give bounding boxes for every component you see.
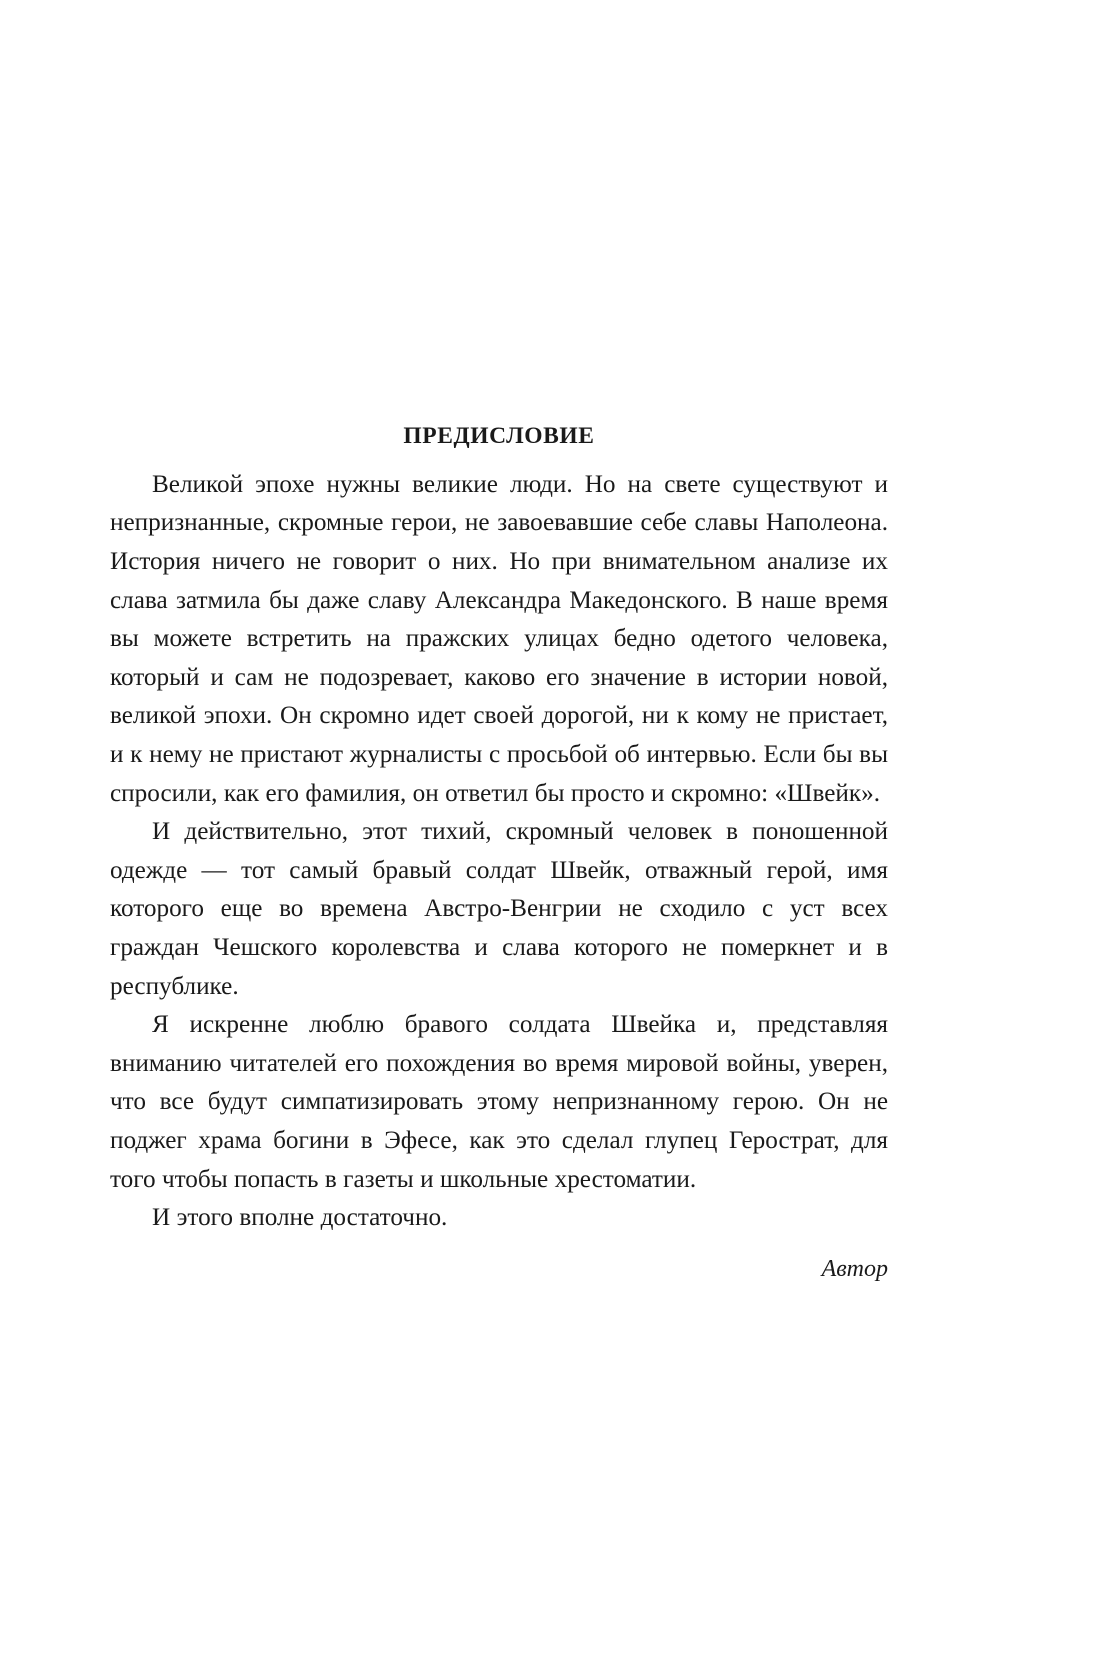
body-paragraph: Я искренне люблю бравого солдата Швейка и, представляя вниманию читателей его похождения во время мировой войны, уверен, что все будут симпатизировать этому непризнанному герою. Он не поджег храма богини в Эфесе, как это сделал глупец Герострат, для того чтобы попасть в газеты и школьные хрестоматии. xyxy=(110,1011,888,1193)
body-paragraph: Великой эпохе нужны великие люди. Но на свете существуют и непризнанные, скромные герои, не завоевавшие себе славы Наполеона. История ничего не говорит о них. Но при внимательном анализе их слава затмила бы даже славу Александра Македонского. В наше время вы можете встретить на пражских улицах бедно одетого человека, который и сам не подозревает, каково его значение в истории новой, великой эпохи. Он скромно идет своей дорогой, ни к кому не пристает, и к нему не пристают журналисты с просьбой об интервью. Если бы вы спросили, как его фамилия, он ответил бы просто и скромно: «Швейк». xyxy=(110,470,888,807)
author-signature: Автор xyxy=(821,1255,888,1282)
body-paragraph: И действительно, этот тихий, скромный человек в поношенной одежде — тот самый бравый солдат Швейк, отважный герой, имя которого еще во времена Австро-Венгрии не сходило с уст всех граждан Чешского королевства и слава которого не померкнет и в республике. xyxy=(110,818,888,1000)
page-title: ПРЕДИСЛОВИЕ xyxy=(403,423,595,449)
body-paragraph: И этого вполне достаточно. xyxy=(152,1204,448,1232)
text-column xyxy=(110,424,888,1286)
